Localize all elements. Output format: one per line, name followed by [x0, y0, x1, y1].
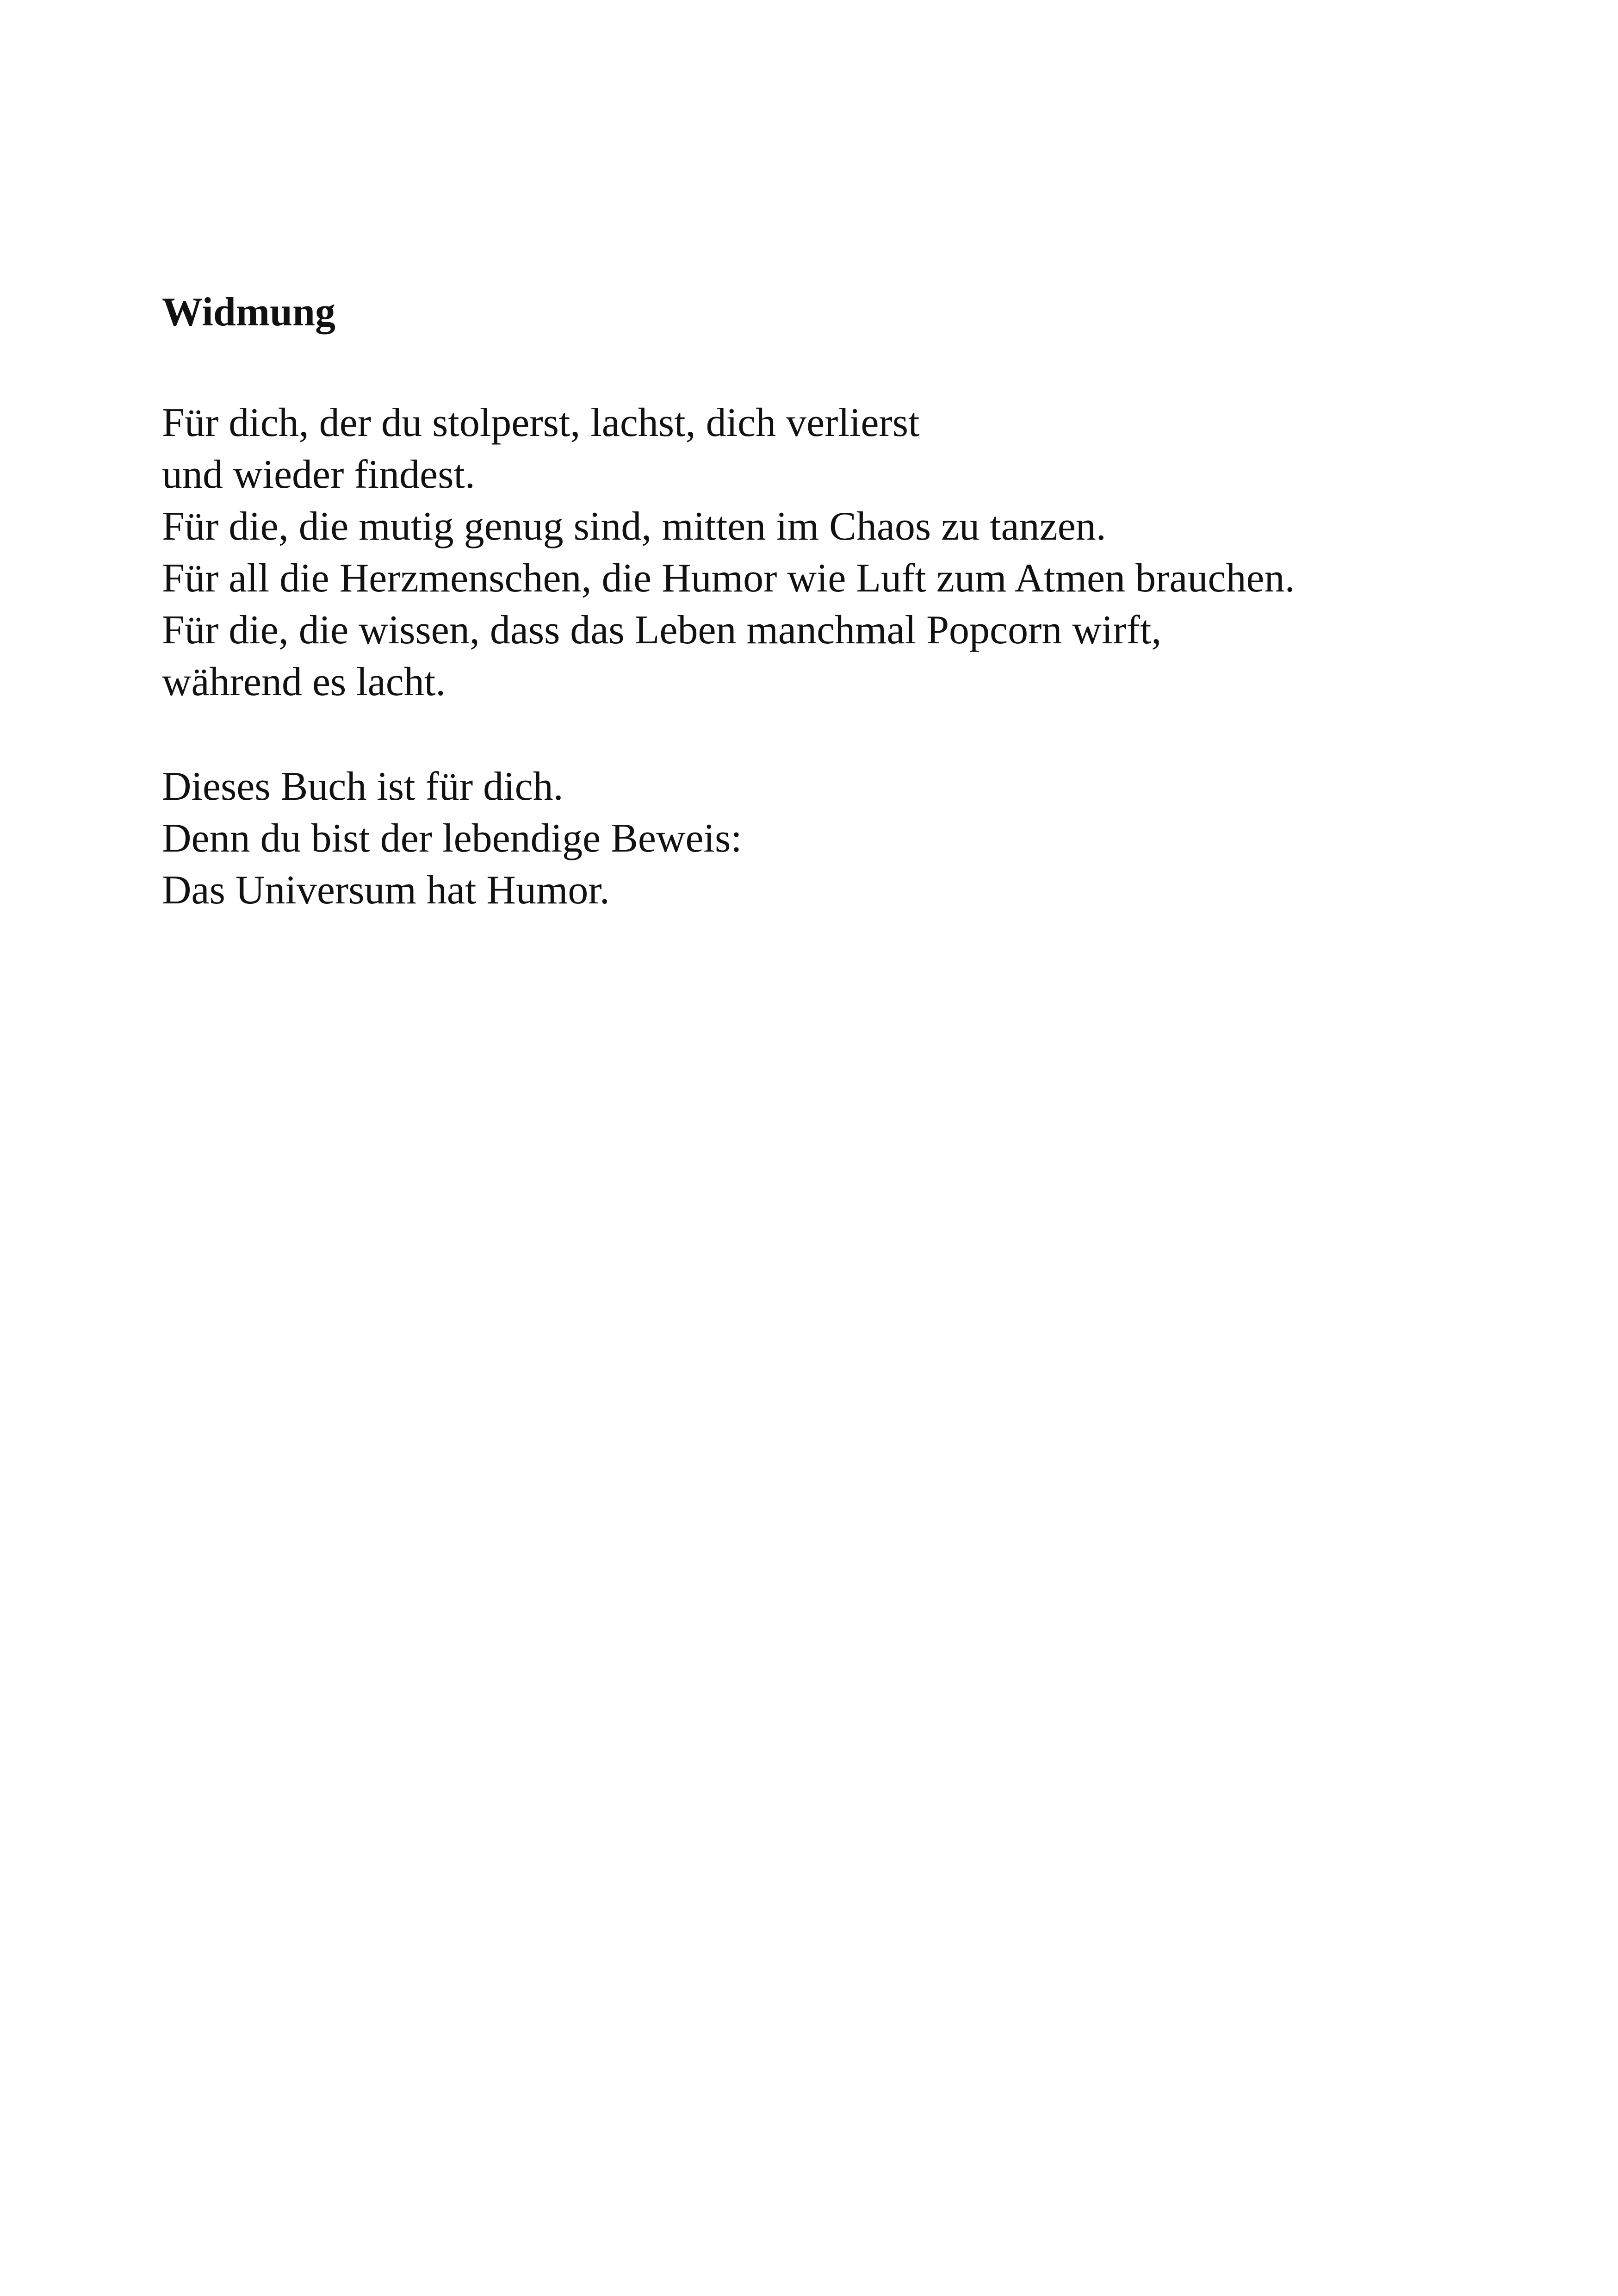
stanza-line: Denn du bist der lebendige Beweis: [162, 816, 742, 861]
stanza-line: während es lacht. [162, 660, 446, 704]
stanza-2 [162, 761, 1504, 916]
dedication-content [162, 287, 1504, 969]
stanza-line: Für die, die wissen, dass das Leben manchmal Popcorn wirft, [162, 608, 1162, 653]
stanza-line: Für all die Herzmenschen, die Humor wie Luft zum Atmen brauchen. [162, 556, 1295, 601]
stanza-line: und wieder findest. [162, 452, 475, 497]
stanza-1 [162, 397, 1504, 708]
stanza-line: Das Universum hat Humor. [162, 868, 610, 913]
stanza-line: Für die, die mutig genug sind, mitten im Chaos zu tanzen. [162, 504, 1106, 549]
stanza-line: Dieses Buch ist für dich. [162, 764, 564, 809]
stanza-line: Für dich, der du stolperst, lachst, dich verlierst [162, 400, 920, 445]
page-title: Widmung [162, 290, 335, 335]
